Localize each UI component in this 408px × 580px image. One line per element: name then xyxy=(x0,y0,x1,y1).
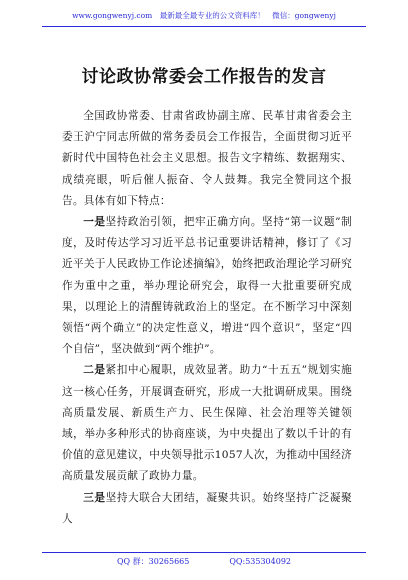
paragraph-text: 紧扣中心履职，成效显著。助力“十五五”规划实施这一核心任务，开展调查研究，形成一大批调研成果。围绕高质量发展、新质生产力、民生保障、社会治理等关键领域，举办多种形式的协商座谈，为中央提出了数以千计的有价值的意见建议，中央领导批示1057人次，为推动中国经济高质量发展贡献了政协力量。 xyxy=(62,364,352,483)
paragraph-point-1 xyxy=(62,212,352,360)
footer-qq-group: QQ 群：30265665 xyxy=(116,557,190,566)
paragraph-text: 坚持政治引领，把牢正确方向。坚持“第一议题”制度，及时传达学习习近平总书记重要讲话精神，修订了《习近平关于人民政协工作论述摘编》，始终把政治理论学习研究作为重中之重，举办理论研究会，取得一大批重要研究成果，以理论上的清醒铸就政治上的坚定。在不断学习中深刻领悟“两个确立”的决定性意义，增进“四个意识”，坚定“四个自信”，坚决做到“两个维护”。 xyxy=(62,216,352,356)
paragraph-point-2 xyxy=(62,360,352,487)
paragraph-lead: 一是 xyxy=(83,216,106,229)
paragraph-intro xyxy=(62,106,352,212)
header-banner: www.gongwenyj.com 最新最全最专业的公文资料库！ 微信：gongwenyj xyxy=(72,11,336,20)
document-body xyxy=(62,106,352,530)
footer-divider xyxy=(42,552,366,553)
paragraph-text: 坚持大联合大团结，凝聚共识。始终坚持广泛凝聚人 xyxy=(62,491,352,525)
footer-contact xyxy=(0,556,408,567)
footer-qq: QQ:535304092 xyxy=(229,557,291,566)
paragraph-lead: 三是 xyxy=(83,491,106,504)
paragraph-point-3 xyxy=(62,488,352,530)
document-title: 讨论政协常委会工作报告的发言 xyxy=(81,67,327,87)
paragraph-text: 全国政协常委、甘肃省政协副主席、民革甘肃省委会主委王沪宁同志所做的常务委员会工作报告，全面贯彻习近平新时代中国特色社会主义思想。报告文字精练、数据翔实、成绩亮眼，听后催人振奋、令人鼓舞。我完全赞同这个报告。具体有如下特点： xyxy=(62,110,352,207)
header-divider xyxy=(42,26,366,27)
paragraph-lead: 二是 xyxy=(83,364,106,377)
